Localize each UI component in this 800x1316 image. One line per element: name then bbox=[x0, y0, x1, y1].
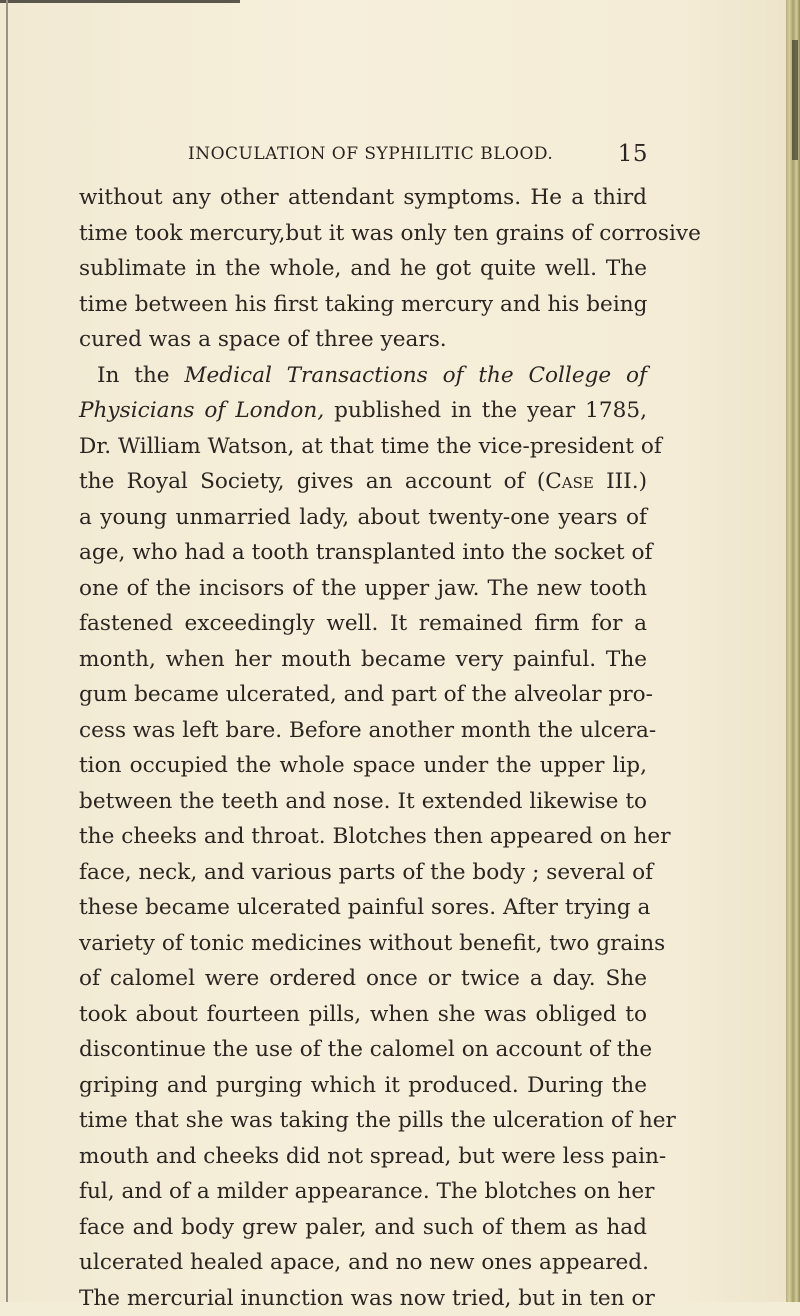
text-line bbox=[79, 606, 647, 642]
text-span: ful, and of a milder appearance. The blotches on her bbox=[79, 1179, 654, 1204]
text-span: time took mercury,but it was only ten grains of corrosive bbox=[79, 221, 701, 246]
text-span: the Royal Society, gives an account of ( bbox=[79, 469, 545, 494]
text-span: without any other attendant symptoms. He a third bbox=[79, 185, 647, 210]
text-span: ulcerated healed apace, and no new ones appeared. bbox=[79, 1250, 649, 1275]
italic-text: Medical Transactions of the College of bbox=[184, 363, 647, 388]
running-header bbox=[188, 144, 648, 168]
text-line bbox=[79, 571, 647, 607]
text-line bbox=[79, 997, 647, 1033]
right-binding-edge bbox=[786, 0, 800, 1302]
text-line bbox=[79, 180, 647, 216]
running-title: INOCULATION OF SYPHILITIC BLOOD. bbox=[188, 144, 553, 164]
text-span: In the bbox=[97, 363, 184, 388]
italic-text: Physicians of London, bbox=[79, 398, 324, 423]
left-page-edge bbox=[6, 0, 8, 1302]
text-span: fastened exceedingly well. It remained firm for a bbox=[79, 611, 647, 636]
text-line bbox=[79, 677, 647, 713]
text-span: cess was left bare. Before another month the ulcera- bbox=[79, 718, 656, 743]
binding-shadow bbox=[792, 40, 798, 160]
text-line bbox=[79, 1032, 647, 1068]
text-span: The mercurial inunction was now tried, but in ten or bbox=[79, 1286, 655, 1311]
text-line bbox=[79, 819, 647, 855]
text-span: variety of tonic medicines without benefit, two grains bbox=[79, 931, 665, 956]
text-line bbox=[79, 890, 647, 926]
text-line bbox=[79, 464, 647, 500]
text-line bbox=[79, 287, 647, 323]
top-edge-line bbox=[0, 0, 240, 3]
text-span: published in the year 1785, bbox=[324, 398, 647, 423]
text-span: tion occupied the whole space under the upper lip, bbox=[79, 753, 647, 778]
text-span: time between his first taking mercury and his being bbox=[79, 292, 647, 317]
text-span: face, neck, and various parts of the body ; several of bbox=[79, 860, 653, 885]
text-line bbox=[79, 1068, 647, 1104]
text-span: III.) bbox=[594, 469, 647, 494]
text-span: gum became ulcerated, and part of the alveolar pro- bbox=[79, 682, 653, 707]
text-line bbox=[79, 784, 647, 820]
text-span: face and body grew paler, and such of them as had bbox=[79, 1215, 647, 1240]
text-line bbox=[79, 322, 647, 358]
text-span: time that she was taking the pills the ulceration of her bbox=[79, 1108, 676, 1133]
small-caps-text: Case bbox=[545, 469, 594, 494]
text-line bbox=[79, 1174, 647, 1210]
text-span: mouth and cheeks did not spread, but were less pain- bbox=[79, 1144, 666, 1169]
text-line bbox=[79, 358, 647, 394]
text-line bbox=[79, 1281, 647, 1316]
text-span: discontinue the use of the calomel on account of the bbox=[79, 1037, 652, 1062]
text-span: cured was a space of three years. bbox=[79, 327, 447, 352]
text-line bbox=[79, 429, 647, 465]
page-number: 15 bbox=[618, 141, 648, 167]
text-span: griping and purging which it produced. During the bbox=[79, 1073, 647, 1098]
text-span: of calomel were ordered once or twice a day. She bbox=[79, 966, 647, 991]
text-line bbox=[79, 855, 647, 891]
text-span: one of the incisors of the upper jaw. The new tooth bbox=[79, 576, 647, 601]
text-span: age, who had a tooth transplanted into the socket of bbox=[79, 540, 652, 565]
text-line bbox=[79, 251, 647, 287]
text-line bbox=[79, 216, 647, 252]
text-line bbox=[79, 713, 647, 749]
text-span: these became ulcerated painful sores. After trying a bbox=[79, 895, 650, 920]
text-line bbox=[79, 748, 647, 784]
body-text bbox=[79, 180, 647, 1316]
text-span: between the teeth and nose. It extended likewise to bbox=[79, 789, 647, 814]
text-line bbox=[79, 642, 647, 678]
text-line bbox=[79, 500, 647, 536]
text-line bbox=[79, 535, 647, 571]
text-span: took about fourteen pills, when she was obliged to bbox=[79, 1002, 647, 1027]
text-span: a young unmarried lady, about twenty-one years of bbox=[79, 505, 647, 530]
text-span: sublimate in the whole, and he got quite well. The bbox=[79, 256, 647, 281]
text-span: the cheeks and throat. Blotches then appeared on her bbox=[79, 824, 671, 849]
text-line bbox=[79, 1139, 647, 1175]
text-line bbox=[79, 1245, 647, 1281]
text-span: Dr. William Watson, at that time the vice-president of bbox=[79, 434, 662, 459]
text-line bbox=[79, 961, 647, 997]
text-line bbox=[79, 1210, 647, 1246]
text-line bbox=[79, 926, 647, 962]
text-span: month, when her mouth became very painful. The bbox=[79, 647, 647, 672]
text-line bbox=[79, 393, 647, 429]
text-line bbox=[79, 1103, 647, 1139]
